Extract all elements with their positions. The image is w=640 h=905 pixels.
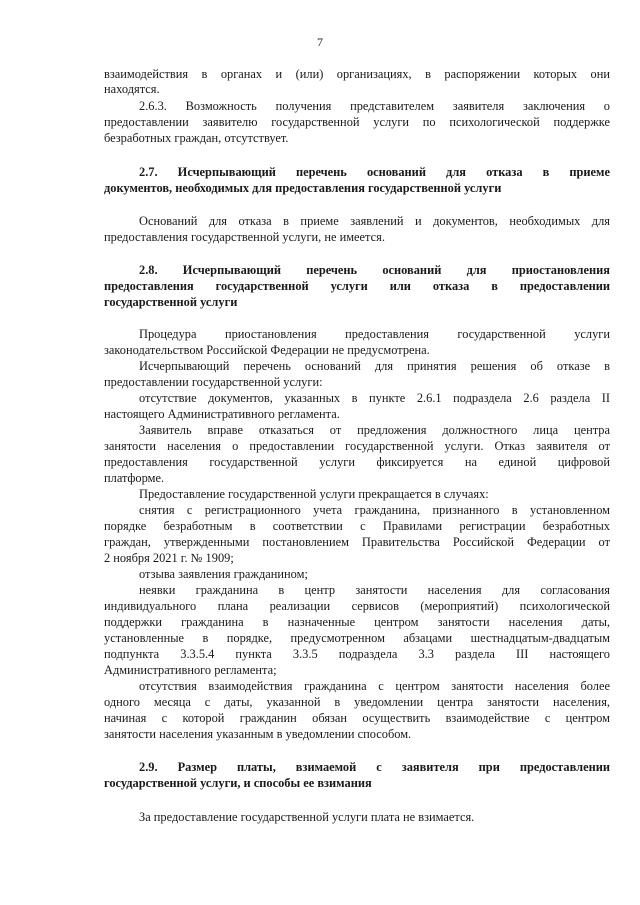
text-line: отсутствие документов, указанных в пункте 2.6.1 подраздела 2.6 раздела II	[139, 391, 610, 405]
text-line: граждан, утвержденными постановлением Правительства Российской Федерации от	[104, 535, 610, 549]
text-line: индивидуального плана реализации сервисов (мероприятий) психологической	[104, 599, 610, 613]
text-line: Исчерпывающий перечень оснований для принятия решения об отказе в	[139, 359, 610, 373]
text-line: законодательством Российской Федерации не предусмотрена.	[104, 343, 430, 357]
text-line: За предоставление государственной услуги плата не взимается.	[139, 810, 475, 824]
text-line: снятия с регистрационного учета гражданина, признанного в установленном	[139, 503, 610, 517]
section-heading-line: 2.9. Размер платы, взимаемой с заявителя при предоставлении	[139, 760, 610, 774]
text-line: занятости населения о предоставлении государственной услуги. Отказ заявителя от	[104, 439, 610, 453]
text-line: Оснований для отказа в приеме заявлений и документов, необходимых для	[139, 214, 610, 228]
text-line: 2 ноября 2021 г. № 1909;	[104, 551, 234, 565]
text-line: начиная с которой гражданин обязан осуществить взаимодействие с центром	[104, 711, 610, 725]
text-line: подпункта 3.3.5.4 пункта 3.3.5 подраздела 3.3 раздела III настоящего	[104, 647, 610, 661]
text-line: предоставлении государственной услуги:	[104, 375, 323, 389]
page-number: 7	[317, 35, 323, 49]
text-line: настоящего Административного регламента.	[104, 407, 340, 421]
text-line: порядке безработным в соответствии с Правилами регистрации безработных	[104, 519, 610, 533]
section-heading-line: документов, необходимых для предоставления государственной услуги	[104, 181, 502, 195]
text-line: Процедура приостановления предоставления государственной услуги	[139, 327, 610, 341]
text-line: отзыва заявления гражданином;	[139, 567, 308, 581]
text-line: предоставлении заявителю государственной услуги по психологической поддержке	[104, 115, 610, 129]
text-line: Административного регламента;	[104, 663, 277, 677]
section-heading-line: 2.8. Исчерпывающий перечень оснований для приостановления	[139, 263, 610, 277]
text-line: предоставления государственной услуги фиксируется на единой цифровой	[104, 455, 610, 469]
text-line: занятости населения указанным в уведомлении способом.	[104, 727, 412, 741]
text-line: неявки гражданина в центр занятости населения для согласования	[139, 583, 610, 597]
text-line: отсутствия взаимодействия гражданина с центром занятости населения более	[139, 679, 610, 693]
text-line: Заявитель вправе отказаться от предложения должностного лица центра	[139, 423, 610, 437]
text-line: платформе.	[104, 471, 165, 485]
text-line: предоставления государственной услуги, не имеется.	[104, 230, 385, 244]
section-heading-line: 2.7. Исчерпывающий перечень оснований для отказа в приеме	[139, 165, 610, 179]
text-line: безработных граждан, отсутствует.	[104, 131, 289, 145]
section-heading-line: предоставления государственной услуги или отказа в предоставлении	[104, 279, 610, 293]
text-line: взаимодействия в органах и (или) организациях, в распоряжении которых они	[104, 67, 610, 81]
text-line: поддержки гражданина в назначенные центром занятости населения даты,	[104, 615, 610, 629]
section-heading-line: государственной услуги	[104, 295, 238, 309]
section-heading-line: государственной услуги, и способы ее взимания	[104, 776, 372, 790]
text-line: находятся.	[104, 82, 160, 96]
text-line: 2.6.3. Возможность получения представителем заявителя заключения о	[139, 99, 610, 113]
text-line: одного месяца с даты, указанной в уведомлении центра занятости населения,	[104, 695, 610, 709]
text-line: установленные в порядке, предусмотренном абзацами шестнадцатым-двадцатым	[104, 631, 610, 645]
text-line: Предоставление государственной услуги прекращается в случаях:	[139, 487, 489, 501]
